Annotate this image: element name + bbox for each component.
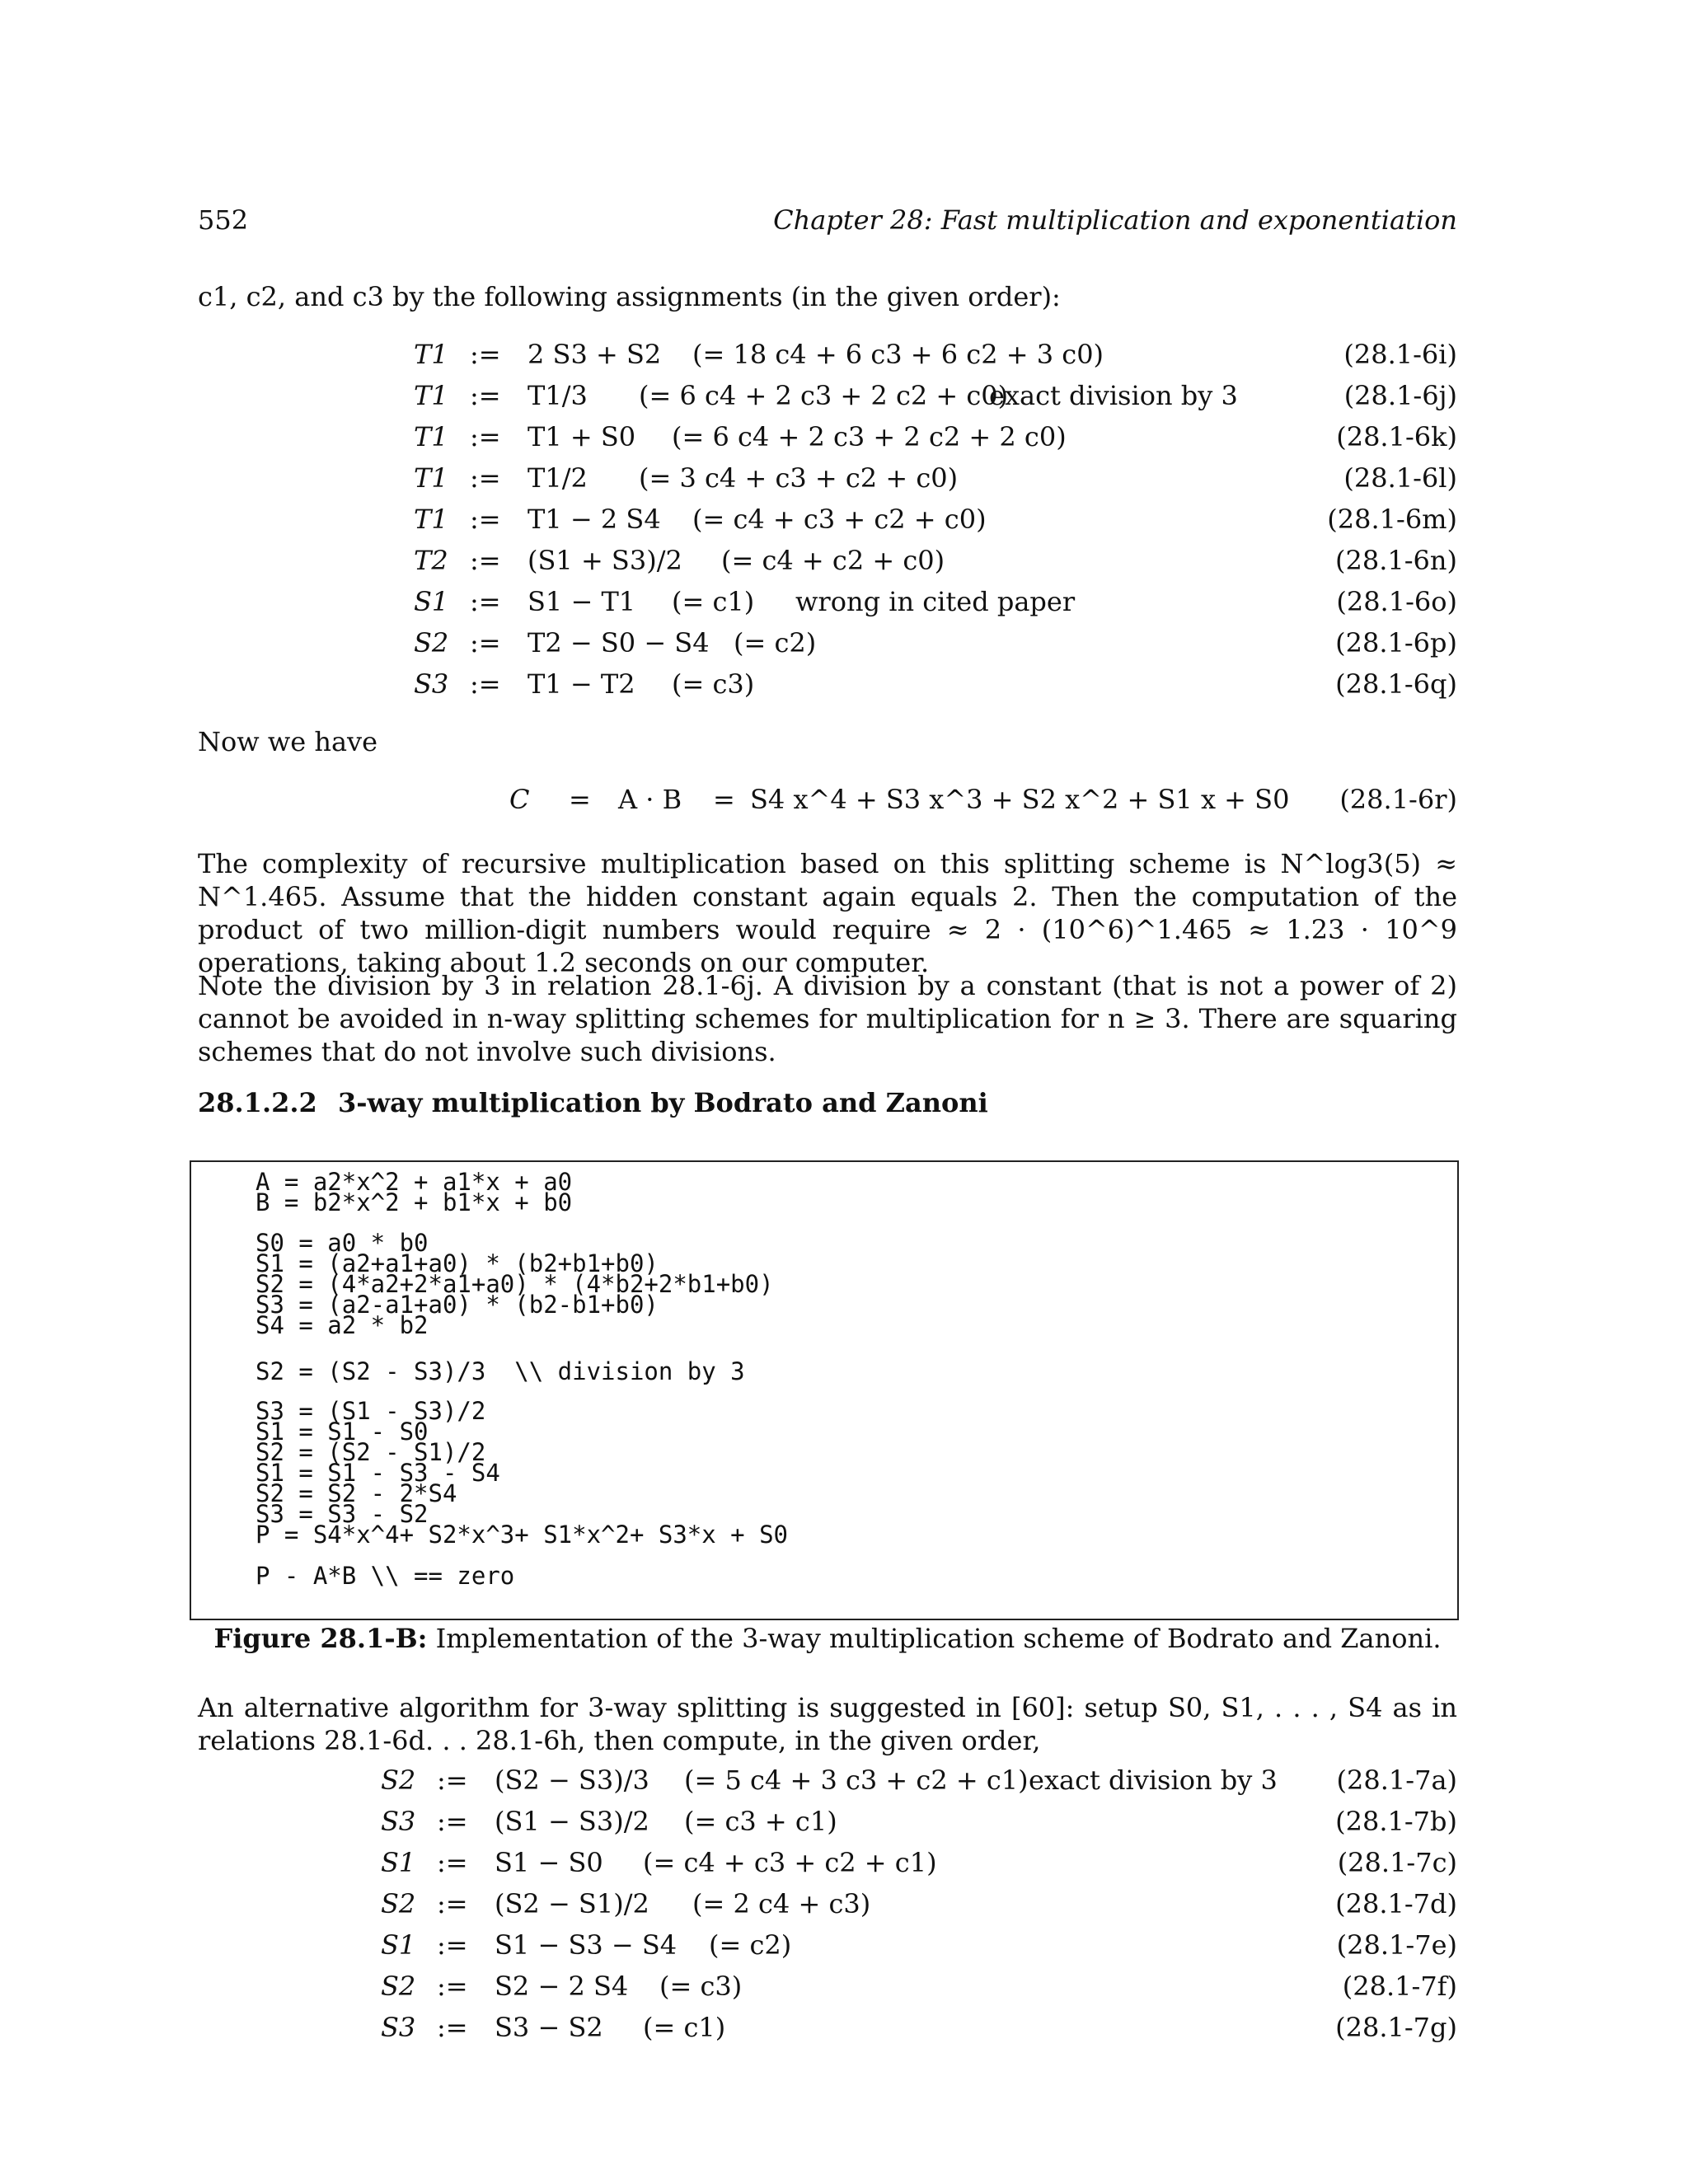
code-line: S2 = (4*a2+2*a1+a0) * (4*b2+2*b1+b0) bbox=[256, 1270, 774, 1298]
eq-assign-op: := bbox=[437, 1888, 468, 1919]
now-we-have: Now we have bbox=[198, 726, 378, 757]
equation-tag: (28.1-7b) bbox=[1335, 1806, 1457, 1837]
eq-r-polynomial: S4 x^4 + S3 x^3 + S2 x^2 + S1 x + S0 bbox=[750, 784, 1290, 815]
equation-tag: (28.1-7d) bbox=[1335, 1888, 1457, 1919]
chapter-title: Chapter 28: Fast multiplication and exponentiation bbox=[773, 204, 1457, 236]
eq-assign-op: := bbox=[437, 1929, 468, 1961]
eq-lhs: S2 bbox=[381, 1971, 416, 2002]
paragraph-division: Note the division by 3 in relation 28.1-6j. A division by a constant (that is not a power of 2) cannot be avoided in n-way splitting schemes for multiplication for n ≥ 3. There are squaring schemes that do not involve such divisions. bbox=[198, 970, 1457, 1067]
equation-tag: (28.1-6j) bbox=[1343, 380, 1457, 411]
eq-rhs: (S2 − S3)/3 bbox=[495, 1765, 649, 1796]
eq-parenthetical: (= c3) bbox=[672, 668, 755, 700]
code-block bbox=[256, 1521, 789, 1549]
equation-tag: (28.1-7g) bbox=[1335, 2012, 1457, 2043]
equation-tag: (28.1-6p) bbox=[1335, 627, 1457, 658]
eq-rhs: 2 S3 + S2 bbox=[528, 339, 662, 370]
eq-parenthetical: (= 2 c4 + c3) bbox=[692, 1888, 871, 1919]
code-line: S3 = (a2-a1+a0) * (b2-b1+b0) bbox=[256, 1291, 659, 1319]
eq-parenthetical: (= 3 c4 + c3 + c2 + c0) bbox=[639, 462, 959, 494]
eq-lhs: S2 bbox=[381, 1765, 416, 1796]
equation-row bbox=[198, 501, 1457, 537]
paragraph-alternative: An alternative algorithm for 3-way splitting is suggested in [60]: setup S0, S1, . . . , S4 as in relations 28.1-6d. . . 28.1-6h, then compute, in the given order, bbox=[198, 1692, 1457, 1756]
eq-assign-op: := bbox=[470, 380, 501, 411]
equation-tag: (28.1-7f) bbox=[1342, 1971, 1457, 2002]
equation-tag: (28.1-7c) bbox=[1337, 1847, 1457, 1878]
figure-caption bbox=[198, 1620, 1457, 1657]
equation-tag: (28.1-6m) bbox=[1327, 504, 1457, 535]
equation-tag: (28.1-7a) bbox=[1336, 1765, 1457, 1796]
eq-lhs: S1 bbox=[381, 1847, 416, 1878]
eq-rhs: S1 − T1 bbox=[528, 586, 636, 617]
eq-rhs: T1 + S0 bbox=[528, 421, 636, 452]
eq-rhs: T1 − 2 S4 bbox=[528, 504, 661, 535]
eq-rhs: S2 − 2 S4 bbox=[495, 1971, 629, 2002]
code-line: S3 = (S1 - S3)/2 bbox=[256, 1397, 486, 1425]
eq-lhs: S3 bbox=[381, 1806, 416, 1837]
eq-assign-op: := bbox=[470, 462, 501, 494]
eq-assign-op: := bbox=[470, 339, 501, 370]
section-title: 3-way multiplication by Bodrato and Zanoni bbox=[338, 1087, 988, 1118]
eq-parenthetical: (= c1) bbox=[643, 2012, 726, 2043]
code-line: S2 = (S2 - S1)/2 bbox=[256, 1438, 486, 1466]
eq-parenthetical: (= c4 + c2 + c0) bbox=[721, 545, 945, 576]
equation-row bbox=[198, 336, 1457, 373]
equation-row bbox=[198, 583, 1457, 620]
eq-lhs: S3 bbox=[414, 668, 449, 700]
eq-note: exact division by 3 bbox=[989, 380, 1238, 411]
eq-rhs: S1 − S0 bbox=[495, 1847, 603, 1878]
eq-parenthetical: (= c2) bbox=[734, 627, 817, 658]
equation-row bbox=[198, 377, 1457, 414]
eq-assign-op: := bbox=[470, 421, 501, 452]
running-header bbox=[198, 204, 1457, 241]
equation-tag: (28.1-6q) bbox=[1335, 668, 1457, 700]
paragraph-complexity: The complexity of recursive multiplication based on this splitting scheme is N^log3(5) ≈ N^1.465. Assume that the hidden constant again equals 2. Then the computation of the product of two million-digit numbers would require ≈ 2 · (10^6)^1.465 ≈ 1.23 · 10^9 operations, taking about 1.2 seconds on our computer. bbox=[198, 848, 1457, 978]
eq-parenthetical: (= c3 + c1) bbox=[684, 1806, 837, 1837]
eq-assign-op: := bbox=[470, 545, 501, 576]
code-block bbox=[256, 1397, 500, 1528]
eq-note: exact division by 3 bbox=[1029, 1765, 1278, 1796]
equation-row bbox=[198, 419, 1457, 455]
code-block bbox=[256, 1562, 515, 1590]
equation-row bbox=[198, 625, 1457, 661]
eq-assign-op: := bbox=[470, 627, 501, 658]
eq-rhs: T1/2 bbox=[528, 462, 588, 494]
equation-row bbox=[198, 460, 1457, 496]
code-line: P = S4*x^4+ S2*x^3+ S1*x^2+ S3*x + S0 bbox=[256, 1521, 789, 1549]
code-line: S4 = a2 * b2 bbox=[256, 1311, 429, 1339]
figure-label: Figure 28.1-B: bbox=[213, 1623, 428, 1654]
eq-assign-op: := bbox=[437, 1806, 468, 1837]
equation-tag: (28.1-6i) bbox=[1343, 339, 1457, 370]
eq-lhs: S1 bbox=[414, 586, 449, 617]
eq-lhs: T1 bbox=[414, 421, 448, 452]
code-line: A = a2*x^2 + a1*x + a0 bbox=[256, 1168, 573, 1196]
eq-rhs: (S1 + S3)/2 bbox=[528, 545, 682, 576]
eq-parenthetical: (= 6 c4 + 2 c3 + 2 c2 + c0) bbox=[639, 380, 1009, 411]
code-line: B = b2*x^2 + b1*x + b0 bbox=[256, 1188, 573, 1216]
eq-rhs: (S2 − S1)/2 bbox=[495, 1888, 649, 1919]
eq-lhs: T1 bbox=[414, 339, 448, 370]
equation-tag: (28.1-7e) bbox=[1336, 1929, 1457, 1961]
eq-r-equals-1: = bbox=[569, 784, 591, 815]
eq-assign-op: := bbox=[437, 2012, 468, 2043]
eq-parenthetical: (= 18 c4 + 6 c3 + 6 c2 + 3 c0) bbox=[692, 339, 1104, 370]
eq-parenthetical: (= c1) bbox=[672, 586, 755, 617]
eq-assign-op: := bbox=[470, 586, 501, 617]
eq-parenthetical: (= 5 c4 + 3 c3 + c2 + c1) bbox=[684, 1765, 1029, 1796]
intro-line: c1, c2, and c3 by the following assignments (in the given order): bbox=[198, 281, 1061, 312]
equation-tag: (28.1-6n) bbox=[1335, 545, 1457, 576]
eq-rhs: T1/3 bbox=[528, 380, 588, 411]
equation-row bbox=[198, 1844, 1457, 1881]
eq-lhs: S2 bbox=[381, 1888, 416, 1919]
eq-rhs: S1 − S3 − S4 bbox=[495, 1929, 678, 1961]
eq-r-tag: (28.1-6r) bbox=[1339, 784, 1457, 815]
code-line: S1 = (a2+a1+a0) * (b2+b1+b0) bbox=[256, 1249, 659, 1277]
equation-row bbox=[198, 1927, 1457, 1963]
code-block bbox=[256, 1357, 745, 1385]
eq-lhs: T1 bbox=[414, 380, 448, 411]
equation-tag: (28.1-6k) bbox=[1336, 421, 1457, 452]
equation-row bbox=[198, 2009, 1457, 2046]
eq-r-equals-2: = bbox=[713, 784, 735, 815]
equation-row bbox=[198, 542, 1457, 579]
figure-caption-text: Implementation of the 3-way multiplication scheme of Bodrato and Zanoni. bbox=[435, 1623, 1442, 1654]
code-line: S2 = S2 - 2*S4 bbox=[256, 1479, 457, 1507]
code-line: S1 = S1 - S3 - S4 bbox=[256, 1459, 500, 1487]
eq-lhs: S2 bbox=[414, 627, 449, 658]
code-block bbox=[256, 1229, 774, 1339]
eq-assign-op: := bbox=[470, 668, 501, 700]
eq-lhs: T2 bbox=[414, 545, 448, 576]
eq-assign-op: := bbox=[437, 1971, 468, 2002]
equation-row bbox=[198, 1762, 1457, 1798]
eq-parenthetical: (= 6 c4 + 2 c3 + 2 c2 + 2 c0) bbox=[672, 421, 1067, 452]
equation-row bbox=[198, 1886, 1457, 1922]
eq-assign-op: := bbox=[437, 1847, 468, 1878]
eq-lhs: S1 bbox=[381, 1929, 416, 1961]
code-line: S3 = S3 - S2 bbox=[256, 1500, 429, 1528]
code-line: S1 = S1 - S0 bbox=[256, 1418, 429, 1446]
equation-row bbox=[198, 1803, 1457, 1840]
eq-lhs: T1 bbox=[414, 504, 448, 535]
eq-rhs: T1 − T2 bbox=[528, 668, 635, 700]
eq-parenthetical: (= c3) bbox=[659, 1971, 743, 2002]
equation-row bbox=[198, 666, 1457, 702]
code-line: S0 = a0 * b0 bbox=[256, 1229, 429, 1257]
eq-rhs: T2 − S0 − S4 bbox=[528, 627, 710, 658]
eq-r-lhs: C bbox=[509, 784, 530, 815]
eq-note: wrong in cited paper bbox=[795, 586, 1076, 617]
code-line: P - A*B \\ == zero bbox=[256, 1562, 515, 1590]
code-block bbox=[256, 1168, 573, 1216]
eq-assign-op: := bbox=[470, 504, 501, 535]
eq-rhs: (S1 − S3)/2 bbox=[495, 1806, 649, 1837]
eq-parenthetical: (= c2) bbox=[709, 1929, 792, 1961]
eq-rhs: S3 − S2 bbox=[495, 2012, 603, 2043]
section-heading bbox=[198, 1085, 988, 1121]
page-number: 552 bbox=[198, 204, 249, 236]
eq-r-product: A · B bbox=[618, 784, 682, 815]
eq-parenthetical: (= c4 + c3 + c2 + c0) bbox=[692, 504, 987, 535]
eq-lhs: T1 bbox=[414, 462, 448, 494]
equation-row bbox=[198, 1968, 1457, 2004]
section-number: 28.1.2.2 bbox=[198, 1087, 317, 1118]
equation-tag: (28.1-6l) bbox=[1343, 462, 1457, 494]
equation-28-1-6r bbox=[198, 781, 1457, 818]
eq-parenthetical: (= c4 + c3 + c2 + c1) bbox=[643, 1847, 937, 1878]
code-line: S2 = (S2 - S3)/3 \\ division by 3 bbox=[256, 1357, 745, 1385]
equation-tag: (28.1-6o) bbox=[1336, 586, 1457, 617]
eq-lhs: S3 bbox=[381, 2012, 416, 2043]
eq-assign-op: := bbox=[437, 1765, 468, 1796]
